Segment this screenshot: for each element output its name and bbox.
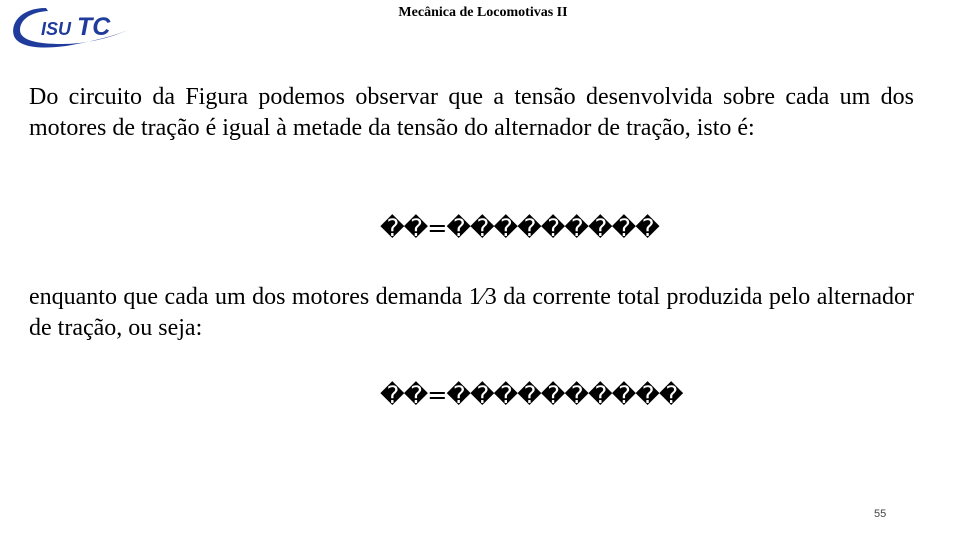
equation-voltage: ��=��������� bbox=[380, 214, 659, 242]
svg-text:TC: TC bbox=[77, 13, 111, 41]
document-title: Mecânica de Locomotivas II bbox=[398, 5, 568, 20]
page-number: 55 bbox=[874, 508, 887, 520]
paragraph-current: enquanto que cada um dos motores demanda 1⁄3 da corrente total produzida pelo alternador de tração, ou seja: bbox=[29, 284, 914, 341]
paragraph-voltage: Do circuito da Figura podemos observar que a tensão desenvolvida sobre cada um dos motores de tração é igual à metade da tensão do alternador de tração, isto é: bbox=[29, 84, 914, 141]
equation-current: ��=���������� bbox=[380, 381, 683, 409]
svg-text:ISU: ISU bbox=[41, 19, 72, 39]
